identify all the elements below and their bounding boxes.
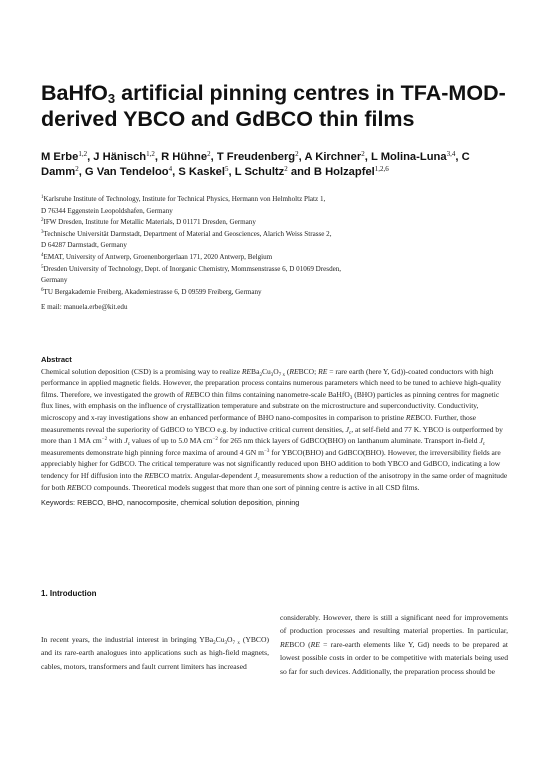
author-affiliation-marker: 2	[361, 150, 365, 158]
author-name: L Molina-Luna	[370, 151, 447, 163]
affiliation-item	[41, 287, 521, 299]
author-affiliation-marker: 1,2,6	[374, 164, 389, 173]
author-name: C Damm	[41, 151, 470, 178]
affiliation-line: Dresden University of Technology, Dept. of Inorganic Chemistry, Mommsenstrasse 6, D 01069 Dresden,	[43, 264, 342, 273]
author-separator: ,	[78, 165, 85, 178]
author-separator: ,	[87, 151, 94, 163]
affiliation-line: Karlsruhe Institute of Technology, Institute for Technical Physics, Hermann von Helmholtz Platz 1,	[43, 195, 326, 203]
author-name: T Freudenberg	[216, 151, 296, 163]
author-name: L Schultz	[234, 165, 285, 178]
affiliation-item	[41, 229, 521, 252]
affiliation-line: D 76344 Eggenstein Leopoldshafen, Germany	[41, 206, 173, 215]
affiliation-item	[41, 252, 521, 264]
affiliation-line: EMAT, University of Antwerp, Groenenborgerlaan 171, 2020 Antwerp, Belgium	[43, 252, 273, 261]
affiliation-item	[41, 194, 521, 217]
abstract-heading: Abstract	[41, 355, 72, 364]
author-affiliation-marker: 2	[207, 150, 211, 158]
affiliation-line: Technische Universität Darmstadt, Department of Material and Geosciences, Alarich Weiss Strasse 2,	[43, 229, 332, 238]
author-name: G Van Tendeloo	[84, 165, 169, 178]
author-affiliation-marker: 2	[75, 164, 79, 173]
affiliation-marker: 3	[41, 229, 44, 235]
author-list	[41, 150, 511, 179]
affiliation-marker: 5	[41, 264, 44, 270]
abstract	[41, 354, 508, 509]
author-affiliation-marker: 1,2	[146, 150, 155, 158]
contact-email: E mail: manuela.erbe@kit.edu	[41, 303, 128, 312]
keywords: Keywords: REBCO, BHO, nanocomposite, chemical solution deposition, pinning	[41, 498, 300, 508]
affiliation-item	[41, 264, 521, 287]
author-name: R Hühne	[161, 151, 208, 163]
author-name: J Hänisch	[93, 151, 147, 163]
intro-column-right: considerably. However, there is still a significant need for improvements of production processes and resulting material properties. In particular, REBCO (RE = rare-earth elements like Y, Gd) needs to be prepared at lowest possible costs in order to be competitive with materials being used so far for such devices. Additionally, the preparation process should be	[280, 613, 508, 676]
author-separator: ,	[364, 151, 371, 163]
affiliation-line: IFW Dresden, Institute for Metallic Materials, D 01171 Dresden, Germany	[43, 218, 256, 227]
author-name: M Erbe	[41, 151, 79, 163]
title-text-a: BaHfO	[41, 81, 108, 105]
author-affiliation-marker: 2	[295, 150, 299, 158]
author-affiliation-marker: 3,4	[446, 150, 456, 158]
author-separator: ,	[154, 151, 162, 163]
author-affiliation-marker: 4	[168, 164, 173, 173]
author-name: S Kaskel	[178, 165, 226, 178]
author-name: A Kirchner	[304, 151, 362, 163]
title-text-b: artificial pinning centres in TFA-MOD-derived YBCO and GdBCO thin films	[41, 81, 506, 131]
affiliation-line: Germany	[41, 276, 68, 285]
affiliation-marker: 4	[41, 252, 44, 258]
affiliation-marker: 1	[41, 195, 44, 200]
author-separator: ,	[228, 165, 235, 178]
author-separator: ,	[172, 165, 179, 178]
title-subscript: 3	[107, 91, 116, 106]
affiliation-marker: 6	[41, 287, 44, 293]
author-separator: ,	[455, 151, 462, 163]
author-affiliation-marker: 5	[225, 164, 229, 173]
author-separator: and	[287, 165, 314, 178]
affiliation-marker: 2	[41, 218, 44, 224]
author-separator: ,	[298, 151, 305, 163]
affiliations	[41, 194, 521, 314]
affiliation-item	[41, 217, 521, 229]
affiliation-line: TU Bergakademie Freiberg, Akademiestrasse 6, D 09599 Freiberg, Germany	[43, 287, 262, 296]
affiliation-line: D 64287 Darmstadt, Germany	[41, 241, 127, 250]
paper-title	[41, 80, 511, 132]
section-heading-introduction: 1. Introduction	[41, 589, 97, 598]
author-name: B Holzapfel	[313, 165, 375, 178]
author-separator: ,	[210, 151, 217, 163]
abstract-body: Chemical solution deposition (CSD) is a promising way to realize $REBa_2Cu_3O_{7 x}$ (REBCO; RE = rare earth (here Y, Gd))-coated conductors with high performance in applied magnetic fields. However, the preparation process contains numerous parameters which need to be tuned to achieve high-quality films. Therefore, we investigated the growth of REBCO thin films containing nanometre-scale BaHfO$_3$ (BHO) particles as pinning centres for magnetic flux lines, with emphasis on the influence of crystallization temperature and substrate on the microstructure and superconductivity. Conductivity, microscopy and x-ray investigations show an enhanced performance of BHO nano-composites in comparison to pristine REBCO. Further, those measurements reveal the superiority of GdBCO to YBCO e.g. by inductive critical current densities, $J_c$, at self-field and 77 K. YBCO is outperformed by more than 1 MA $cm^{-2}$ with $J_c$ values of up to 5.0 MA $cm^{-2}$ for 265 nm thick layers of GdBCO(BHO) on lanthanum aluminate. Transport in-field $J_c$ measurements demonstrate high pinning force maxima of around 4 GN $m^{-3}$ for YBCO(BHO) and GdBCO(BHO). However, the irreversibility fields are appreciably higher for GdBCO. The critical temperature was not significantly reduced upon BHO addition to both YBCO and GdBCO, indicating a low tendency for Hf diffusion into the REBCO matrix. Angular-dependent $J_c$ measurements show a reduction of the anisotropy in the same order of magnitude for both REBCO compounds. Theoretical models suggest that more than one sort of pinning centre is active in all CSD films.	[41, 366, 508, 492]
author-affiliation-marker: 2	[284, 164, 288, 173]
intro-column-left: In recent years, the industrial interest in bringing $YBa_2Cu_3O_{7 x}$ (YBCO) and its rare-earth analogues into applications such as high-field magnets, cables, motors, transformers and fault current limiters has increased	[41, 635, 269, 671]
author-affiliation-marker: 1,2	[78, 150, 88, 158]
